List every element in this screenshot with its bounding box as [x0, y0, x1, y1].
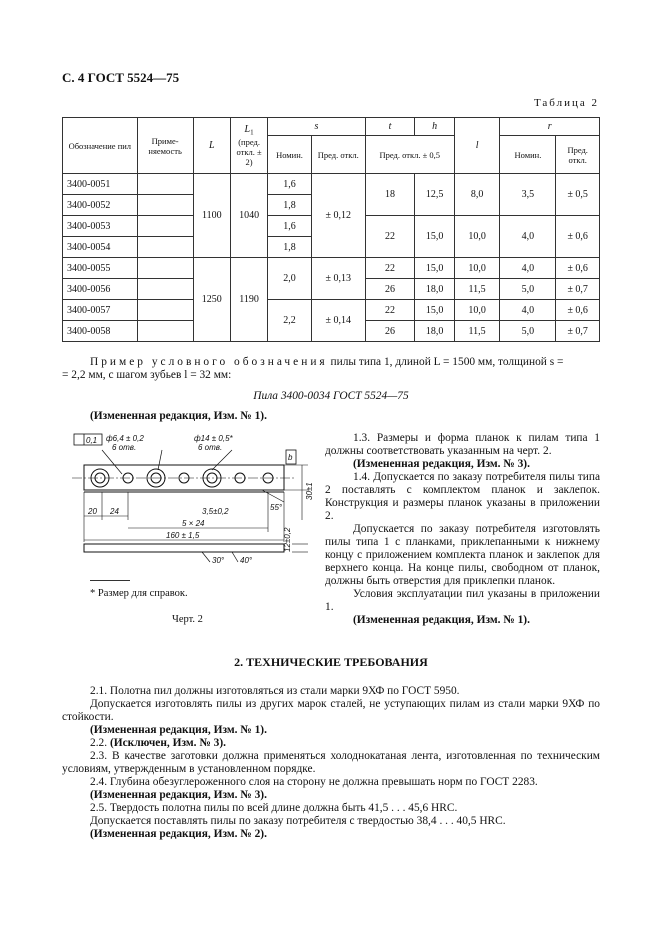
table-cell: 3400-0054: [63, 237, 138, 258]
table-cell: 26: [365, 279, 415, 300]
table-cell: 5,0: [500, 321, 556, 342]
dim-hole1: ф6,4 ± 0,2: [106, 434, 144, 443]
table-cell: 4,0: [500, 258, 556, 279]
para-2-2: 2.2. (Исключен, Изм. № 3).: [90, 737, 226, 749]
table-cell: ± 0,6: [556, 216, 600, 258]
drawing-2: [62, 430, 320, 580]
plate-top-outline: [84, 465, 284, 490]
table-cell: 22: [365, 300, 415, 321]
table-cell: 26: [365, 321, 415, 342]
dim-tol: 0,1: [86, 436, 98, 445]
header-L: L: [193, 118, 230, 174]
table-cell: 18: [365, 174, 415, 216]
table-cell: 18,0: [415, 279, 454, 300]
table-cell: 3,5: [500, 174, 556, 216]
dim-30deg: 30°: [212, 556, 225, 565]
table-cell: 3400-0053: [63, 216, 138, 237]
dim-30: 30±1: [305, 482, 314, 500]
table-cell: 3400-0052: [63, 195, 138, 216]
header-l: l: [454, 118, 500, 174]
table-cell: 3400-0056: [63, 279, 138, 300]
table-cell: 1100: [193, 174, 230, 258]
table-cell: 15,0: [415, 300, 454, 321]
dim-24: 24: [110, 507, 119, 516]
footnote: * Размер для справок.: [90, 588, 188, 599]
header-s-nom: Номин.: [268, 136, 312, 174]
para-1-4b: Допускается по заказу потребителя изготовлять пилы типа 1 с планками, приклепанными к нижнему концу с приложением комплекта планок и заклепок для верхнего конца. На конце пилы, свободном от планок, должны быть отверстия для приклепки планок.: [325, 523, 600, 587]
plate-bottom-outline: [84, 544, 284, 552]
table-cell: 11,5: [454, 279, 500, 300]
table-cell: 1250: [193, 258, 230, 342]
table-cell: 1,6: [268, 216, 312, 237]
table-cell: [137, 216, 193, 237]
section-2-body: [62, 685, 600, 841]
dim-12: 12±0,2: [283, 527, 292, 552]
table-cell: ± 0,7: [556, 321, 600, 342]
header-s: s: [268, 118, 365, 136]
table-cell: [137, 321, 193, 342]
header-r: r: [500, 118, 600, 136]
dim-40deg: 40°: [240, 556, 253, 565]
table-2: [62, 117, 600, 342]
table-cell: [137, 174, 193, 195]
table-cell: ± 0,7: [556, 279, 600, 300]
para-2-3: 2.3. В качестве заготовки должна применяться холоднокатаная лента, изготовленная по техническим условиям, утвержденным в установленном порядке.: [62, 750, 600, 775]
para-2-1-edited: (Измененная редакция, Изм. № 1).: [90, 724, 267, 736]
table-cell: 4,0: [500, 216, 556, 258]
table-cell: [137, 300, 193, 321]
table-caption: Таблица 2: [533, 97, 599, 109]
header-th-dev: Пред. откл. ± 0,5: [365, 136, 454, 174]
table-cell: 3400-0055: [63, 258, 138, 279]
para-2-5b: Допускается поставлять пилы по заказу потребителя с твердостью 38,4 . . . 40,5 HRC.: [90, 815, 506, 827]
para-1-3-edited: (Измененная редакция, Изм. № 3).: [353, 458, 530, 470]
dim-hole2-count: 6 отв.: [198, 443, 223, 452]
dim-3-5: 3,5±0,2: [202, 507, 229, 516]
example-edited: (Измененная редакция, Изм. № 1).: [90, 410, 267, 422]
table-cell: 1190: [230, 258, 267, 342]
table-cell: ± 0,5: [556, 174, 600, 216]
header-r-nom: Номин.: [500, 136, 556, 174]
table-cell: 1,8: [268, 237, 312, 258]
table-cell: 4,0: [500, 300, 556, 321]
table-cell: [137, 237, 193, 258]
para-2-1b: Допускается изготовлять пилы из других марок сталей, не уступающих пилам из стали марки 9ХФ по стойкости.: [62, 698, 600, 723]
table-cell: [137, 195, 193, 216]
dim-160: 160 ± 1,5: [166, 531, 200, 540]
dim-20: 20: [88, 507, 97, 516]
table-cell: [137, 258, 193, 279]
header-s-dev: Пред. откл.: [311, 136, 365, 174]
table-cell: 2,0: [268, 258, 312, 300]
table-cell: ± 0,13: [311, 258, 365, 300]
table-cell: 18,0: [415, 321, 454, 342]
table-cell: [137, 279, 193, 300]
table-cell: ± 0,6: [556, 300, 600, 321]
table-cell: 8,0: [454, 174, 500, 216]
dim-55: 55°: [270, 503, 283, 512]
table-cell: 1,8: [268, 195, 312, 216]
para-1-4c: Условия эксплуатации пил указаны в приложении 1.: [325, 588, 600, 613]
para-2-4-edited: (Измененная редакция, Изм. № 3).: [90, 789, 267, 801]
header-h: h: [415, 118, 454, 136]
table-cell: ± 0,6: [556, 258, 600, 279]
table-cell: 5,0: [500, 279, 556, 300]
table-cell: 2,2: [268, 300, 312, 342]
table-cell: 15,0: [415, 216, 454, 258]
table-cell: ± 0,12: [311, 174, 365, 258]
table-cell: 22: [365, 258, 415, 279]
drawing-caption: Черт. 2: [172, 614, 203, 625]
table-cell: 11,5: [454, 321, 500, 342]
dim-5x24: 5 × 24: [182, 519, 205, 528]
table-cell: 22: [365, 216, 415, 258]
example-text: Пример условного обозначения пилы типа 1, длиной L = 1500 мм, толщиной s = = 2,2 мм, с шагом зубьев l = 32 мм:: [62, 356, 564, 381]
table-cell: 12,5: [415, 174, 454, 216]
table-cell: 10,0: [454, 300, 500, 321]
para-2-5-edited: (Измененная редакция, Изм. № 2).: [90, 828, 267, 840]
table-cell: 1040: [230, 174, 267, 258]
header-L1: $L_1$ (пред. откл. ± 2): [230, 118, 267, 174]
table-cell: ± 0,14: [311, 300, 365, 342]
table-cell: 10,0: [454, 258, 500, 279]
para-2-5: 2.5. Твердость полотна пилы по всей длине должна быть 41,5 . . . 45,6 HRC.: [90, 802, 458, 814]
dim-b: b: [288, 453, 293, 462]
table-cell: 1,6: [268, 174, 312, 195]
header-r-dev: Пред. откл.: [556, 136, 600, 174]
para-1-4-edited: (Измененная редакция, Изм. № 1).: [353, 614, 530, 626]
header-designation: Обозначение пил: [63, 118, 138, 174]
section-2-title: 2. ТЕХНИЧЕСКИЕ ТРЕБОВАНИЯ: [234, 655, 428, 669]
para-1-4: 1.4. Допускается по заказу потребителя пилы типа 2 поставлять с комплектом планок и заклепок. Конструкция и размеры планок указаны в приложении 2.: [325, 471, 600, 522]
footnote-rule: [90, 580, 130, 581]
right-column: [325, 432, 600, 627]
para-2-1: 2.1. Полотна пил должны изготовляться из стали марки 9ХФ по ГОСТ 5950.: [90, 685, 460, 697]
table-cell: 10,0: [454, 216, 500, 258]
table-cell: 3400-0051: [63, 174, 138, 195]
table-cell: 15,0: [415, 258, 454, 279]
header-applicability: Приме-няемость: [137, 118, 193, 174]
example-designation: Пила 3400-0034 ГОСТ 5524—75: [253, 390, 409, 402]
para-2-4: 2.4. Глубина обезуглероженного слоя на сторону не должна превышать норм по ГОСТ 2283.: [90, 776, 538, 788]
dim-hole1-count: 6 отв.: [112, 443, 137, 452]
header-t: t: [365, 118, 415, 136]
table-cell: 3400-0057: [63, 300, 138, 321]
dim-hole2: ф14 ± 0,5*: [194, 434, 233, 443]
page-header: С. 4 ГОСТ 5524—75: [62, 70, 180, 85]
para-1-3: 1.3. Размеры и форма планок к пилам типа 1 должны соответствовать указанным на черт. 2.: [325, 432, 600, 457]
table-cell: 3400-0058: [63, 321, 138, 342]
